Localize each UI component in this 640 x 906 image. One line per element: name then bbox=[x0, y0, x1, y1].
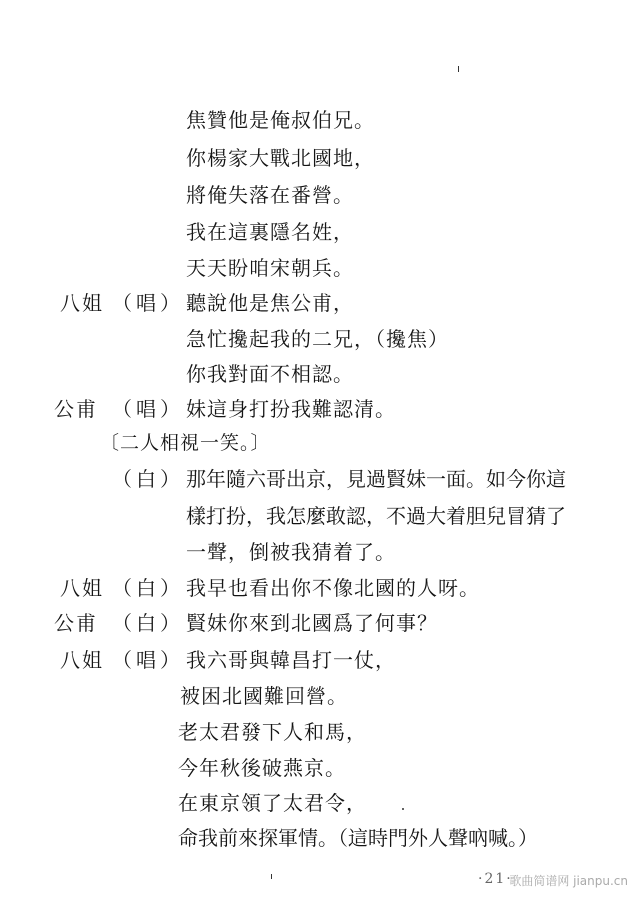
verse-line: 今年秋後破燕京。 bbox=[178, 756, 346, 780]
verse-line: 被困北國難回營。 bbox=[180, 684, 348, 708]
delivery-mode: （白） bbox=[112, 611, 184, 635]
verse-line: 聽說他是焦公甫， bbox=[186, 291, 354, 315]
verse-line: 焦贊他是俺叔伯兄。 bbox=[186, 108, 375, 132]
print-speck bbox=[402, 808, 404, 810]
verse-line: 我在這裏隱名姓， bbox=[186, 220, 354, 244]
dialogue-line: 那年隨六哥出京，見過賢妹一面。如今你這 bbox=[186, 467, 566, 491]
print-speck bbox=[458, 66, 459, 72]
verse-line: 老太君發下人和馬， bbox=[178, 720, 367, 744]
dialogue-line: 賢妹你來到北國爲了何事？ bbox=[186, 611, 438, 635]
delivery-mode: （唱） bbox=[112, 397, 184, 421]
verse-line: 在東京領了太君令， bbox=[178, 791, 367, 815]
dialogue-line: 樣打扮，我怎麼敢認，不過大着胆兒冒猜了 bbox=[186, 504, 566, 528]
delivery-mode: （白） bbox=[112, 467, 184, 491]
verse-line: 將俺失落在番營。 bbox=[186, 183, 354, 207]
delivery-mode: （唱） bbox=[112, 648, 184, 672]
verse-line: 妹這身打扮我難認清。 bbox=[186, 397, 396, 421]
watermark: 歌曲简谱网 jianpu.cn bbox=[509, 874, 628, 888]
speaker-name: 八姐 bbox=[60, 648, 104, 672]
delivery-mode: （唱） bbox=[112, 291, 184, 315]
dialogue-line: 一聲，倒被我猜着了。 bbox=[186, 540, 396, 564]
print-speck bbox=[271, 874, 272, 879]
verse-line: 命我前來探軍情。（這時門外人聲吶喊。） bbox=[178, 826, 538, 850]
speaker-name: 八姐 bbox=[60, 291, 104, 315]
dialogue-line: 我早也看出你不像北國的人呀。 bbox=[186, 576, 480, 600]
speaker-name: 公甫 bbox=[54, 611, 98, 635]
verse-line: 我六哥與韓昌打一仗， bbox=[186, 648, 396, 672]
verse-line: 你楊家大戰北國地， bbox=[186, 146, 375, 170]
stage-direction: 〔二人相視一笑。〕 bbox=[100, 432, 271, 454]
speaker-name: 八姐 bbox=[60, 576, 104, 600]
verse-line: 你我對面不相認。 bbox=[186, 362, 354, 386]
delivery-mode: （白） bbox=[112, 576, 184, 600]
speaker-name: 公甫 bbox=[54, 397, 98, 421]
verse-line: 天天盼咱宋朝兵。 bbox=[186, 256, 354, 280]
page-number: ·21· bbox=[478, 871, 513, 887]
verse-line: 急忙攙起我的二兄，（攙焦） bbox=[186, 327, 449, 351]
